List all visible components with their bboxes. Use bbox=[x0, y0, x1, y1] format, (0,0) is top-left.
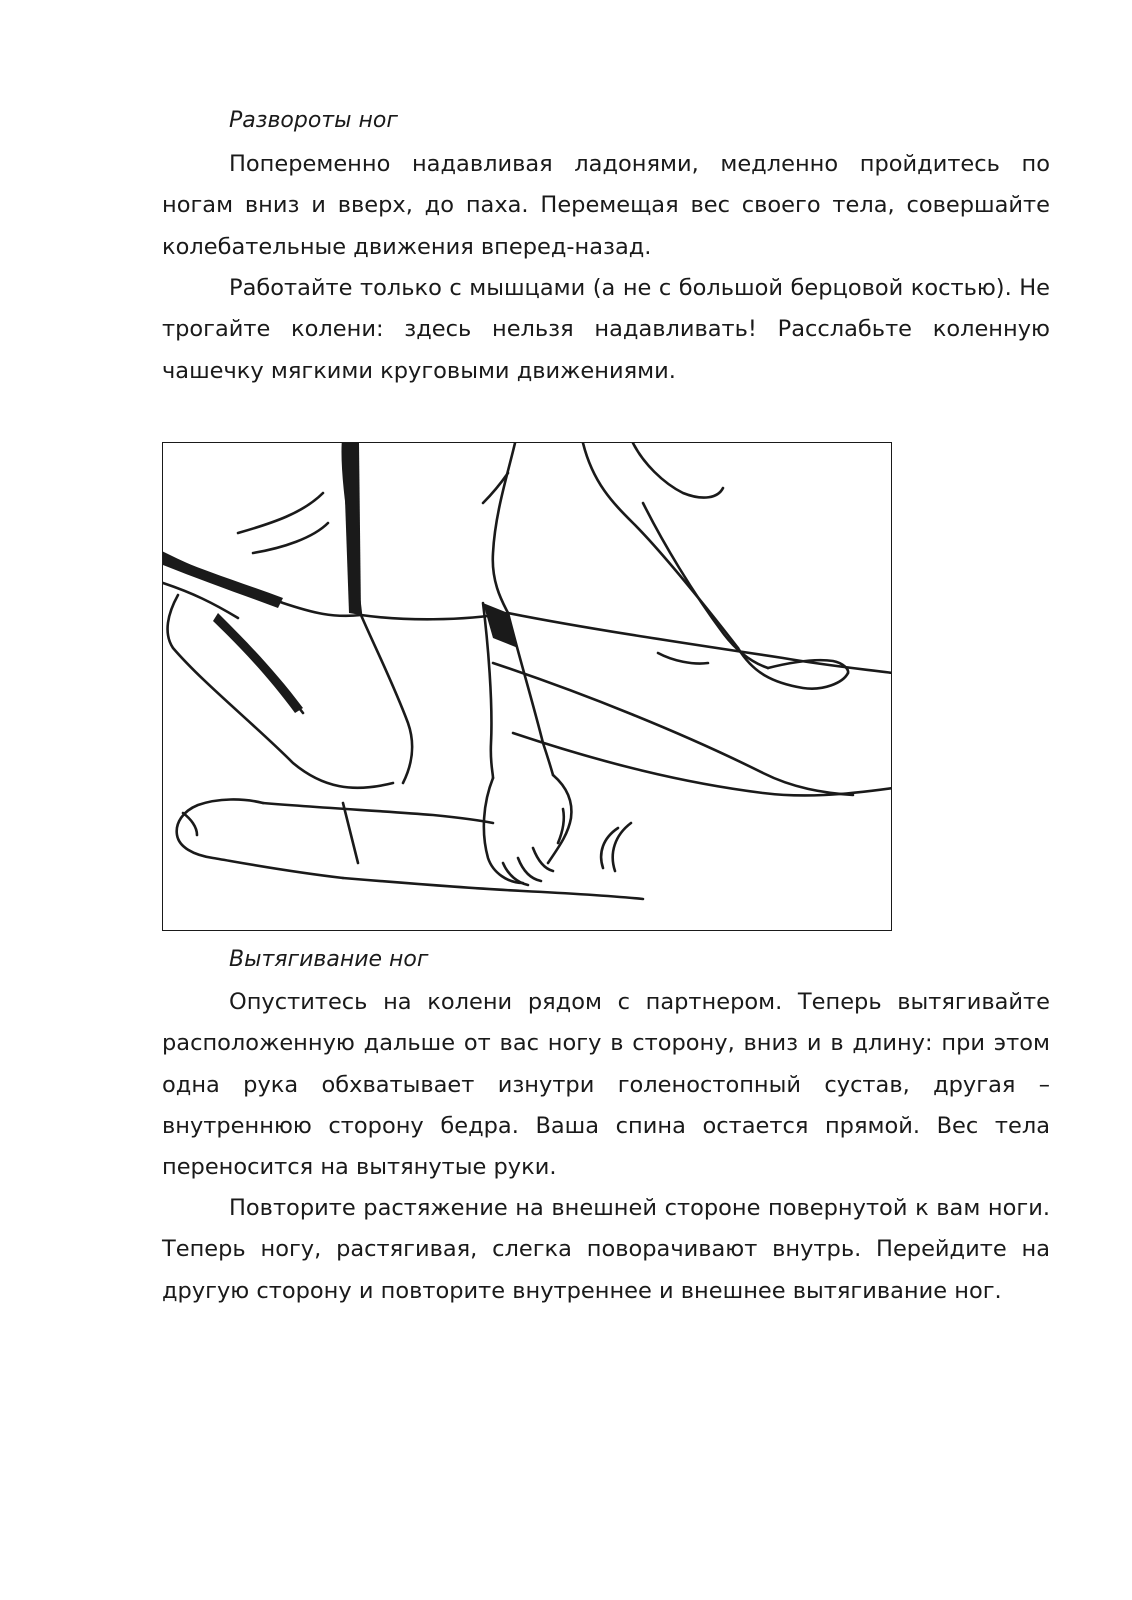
illustration-frame bbox=[162, 442, 892, 931]
paragraph: Попеременно надавливая ладонями, медленно пройдитесь по ногам вниз и вверх, до паха. Перемещая вес своего тела, совершайте колебательные движения вперед-назад. bbox=[162, 151, 1050, 260]
section-heading-leg-stretching: Вытягивание ног bbox=[229, 947, 429, 972]
section-heading-leg-turns: Развороты ног bbox=[229, 108, 398, 133]
paragraph: Повторите растяжение на внешней стороне повернутой к вам ноги. Теперь ногу, растягивая, слегка поворачивают внутрь. Перейдите на другую сторону и повторите внутреннее и внешнее вытягивание ног. bbox=[162, 1195, 1050, 1304]
leg-massage-illustration bbox=[163, 443, 892, 931]
paragraph: Опуститесь на колени рядом с партнером. Теперь вытягивайте расположенную дальше от вас ногу в сторону, вниз и в длину: при этом одна рука обхватывает изнутри голеностопный сустав, другая – внутреннюю сторону бедра. Ваша спина остается прямой. Вес тела переносится на вытянутые руки. bbox=[162, 989, 1050, 1181]
paragraph: Работайте только с мышцами (а не с большой берцовой костью). Не трогайте колени: здесь нельзя надавливать! Расслабьте коленную чашечку мягкими круговыми движениями. bbox=[162, 275, 1050, 384]
